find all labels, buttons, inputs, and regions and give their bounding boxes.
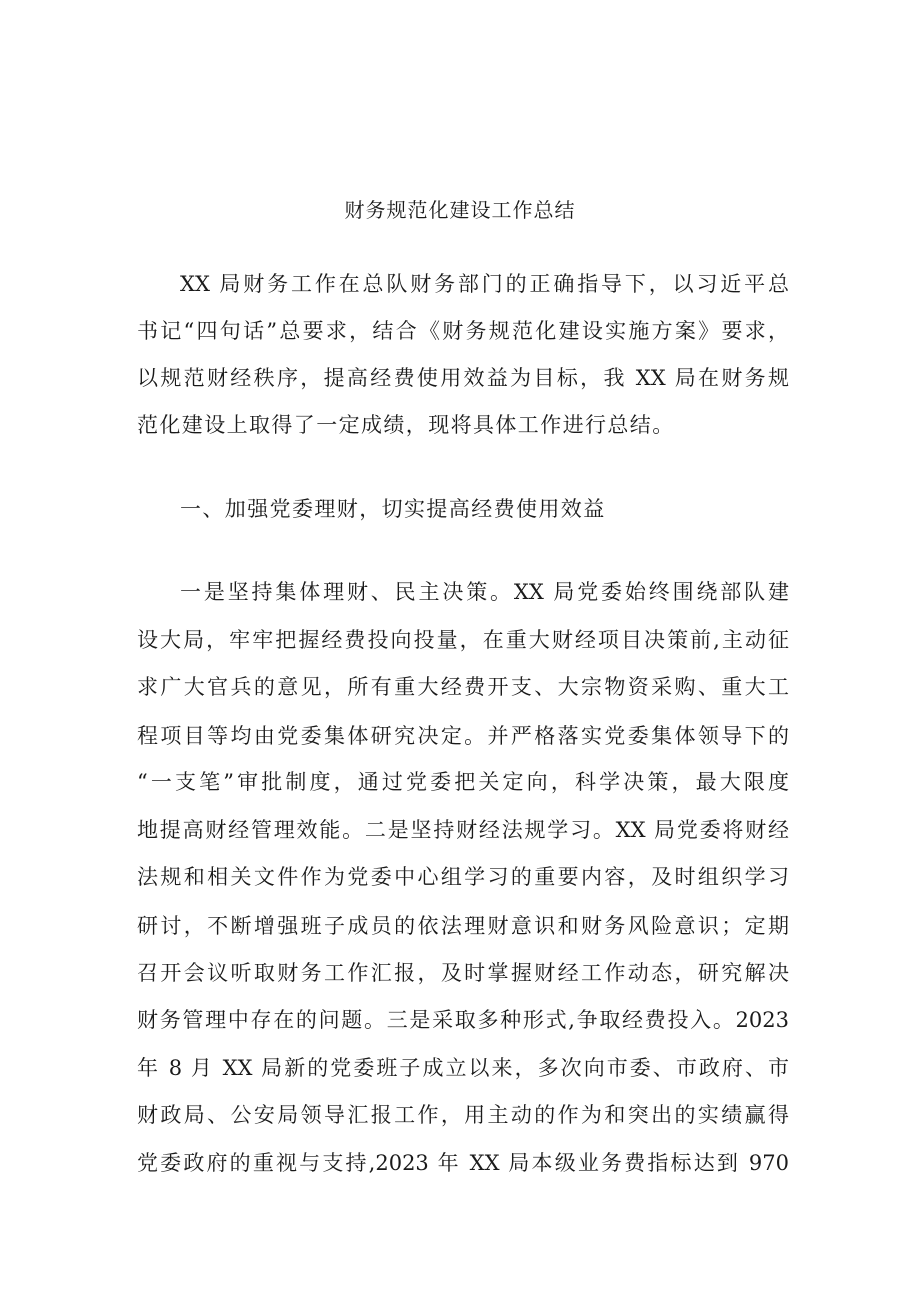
body-line: 程项目等均由党委集体研究决定。并严格落实党委集体领导下的: [137, 724, 789, 748]
section-heading: 一、加强党委理财，切实提高经费使用效益: [180, 497, 606, 521]
intro-line: 书记“四句话”总要求，结合《财务规范化建设实施方案》要求，: [137, 319, 789, 343]
body-line: 财政局、公安局领导汇报工作，用主动的作为和突出的实绩赢得: [137, 1103, 789, 1127]
body-line: 研讨，不断增强班子成员的依法理财意识和财务风险意识；定期: [137, 914, 789, 938]
intro-line: XX 局财务工作在总队财务部门的正确指导下，以习近平总: [180, 272, 789, 296]
body-line: 党委政府的重视与支持,2023 年 XX 局本级业务费指标达到 970: [137, 1151, 789, 1175]
body-line: 地提高财经管理效能。二是坚持财经法规学习。XX 局党委将财经: [137, 818, 789, 842]
body-line: 召开会议听取财务工作汇报，及时掌握财经工作动态，研究解决: [137, 961, 789, 985]
body-line: 求广大官兵的意见，所有重大经费开支、大宗物资采购、重大工: [137, 675, 789, 699]
document-title: 财务规范化建设工作总结: [344, 198, 576, 222]
body-line: “一支笔”审批制度，通过党委把关定向，科学决策，最大限度: [137, 770, 789, 794]
intro-line: 范化建设上取得了一定成绩，现将具体工作进行总结。: [137, 413, 675, 437]
body-line: 财务管理中存在的问题。三是采取多种形式,争取经费投入。2023: [137, 1008, 789, 1032]
body-line: 设大局，牢牢把握经费投向投量，在重大财经项目决策前,主动征: [137, 628, 789, 652]
body-line: 法规和相关文件作为党委中心组学习的重要内容，及时组织学习: [137, 865, 789, 889]
body-line: 年 8 月 XX 局新的党委班子成立以来，多次向市委、市政府、市: [137, 1056, 789, 1080]
intro-line: 以规范财经秩序，提高经费使用效益为目标，我 XX 局在财务规: [137, 366, 789, 390]
body-line: 一是坚持集体理财、民主决策。XX 局党委始终围绕部队建: [180, 580, 789, 604]
